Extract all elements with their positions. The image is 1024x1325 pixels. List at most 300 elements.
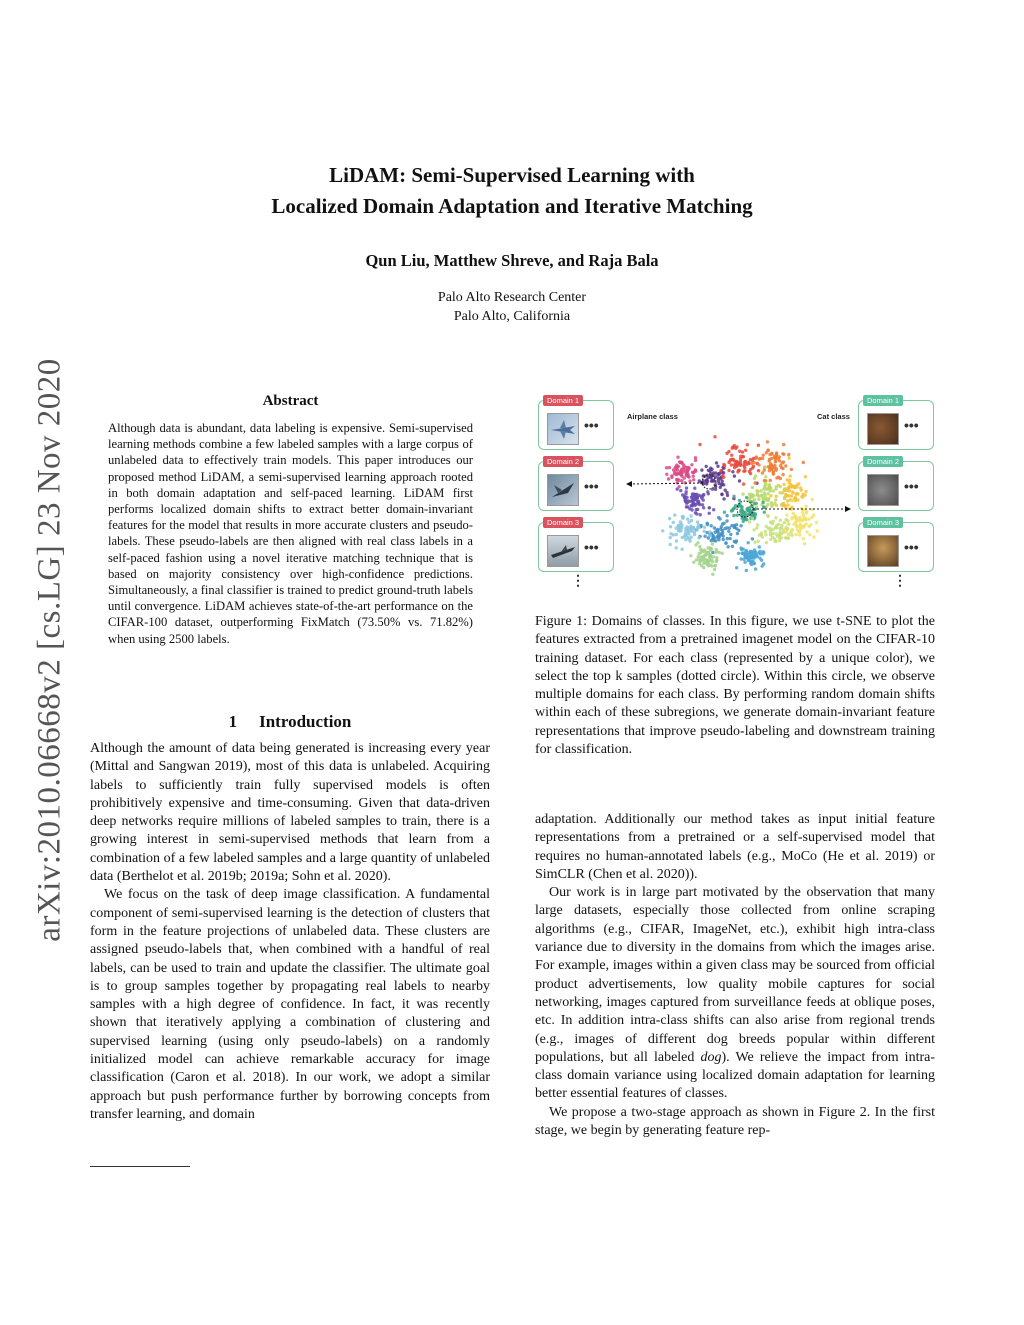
tsne-point	[790, 494, 793, 497]
cat-thumbnail	[867, 535, 899, 567]
tsne-point	[727, 469, 730, 472]
tsne-point	[701, 495, 704, 498]
tsne-point	[728, 459, 731, 462]
tsne-point	[694, 511, 697, 514]
tsne-point	[783, 488, 786, 491]
tsne-point	[714, 485, 717, 488]
tsne-point	[795, 528, 798, 531]
airplane-arrow	[629, 483, 703, 484]
affiliation-line-2: Palo Alto, California	[453, 309, 571, 324]
right-domain-box-3	[858, 518, 934, 572]
tsne-point	[694, 469, 697, 472]
tsne-point	[694, 496, 697, 499]
tsne-point	[753, 562, 756, 565]
tsne-point	[766, 449, 769, 452]
tsne-point	[669, 536, 672, 539]
tsne-point	[757, 469, 760, 472]
tsne-point	[721, 522, 724, 525]
emphasis-dog: dog	[700, 1049, 722, 1065]
tsne-point	[711, 573, 714, 576]
tsne-point	[672, 521, 675, 524]
right-column-body	[535, 811, 935, 1140]
tsne-point	[719, 527, 722, 530]
tsne-point	[764, 475, 767, 478]
tsne-scatter	[623, 422, 851, 592]
tsne-point	[787, 536, 790, 539]
tsne-point	[665, 466, 668, 469]
abstract-text: Although data is abundant, data labeling is expensive. Semi-supervised learning methods combine a few labeled samples with a large corpus of unlabeled data to effectively train models. This paper introduces our proposed method LiDAM, a semi-supervised learning approach rooted in both domain adaptation and self-paced learning. LiDAM first performs localized domain shifts to extract better domain-invariant features for the model that results in more accurate clusters and pseudo-labels. These pseudo-labels are then aligned with real class labels in a self-paced fashion using a novel iterative matching technique that is based on majority consistency over high-confidence predictions. Simultaneously, a final classifier is trained to predict ground-truth labels until convergence. LiDAM achieves state-of-the-art performance on the CIFAR-100 dataset, outperforming FixMatch (73.50% vs. 71.82%) when using 2500 labels.	[108, 421, 473, 646]
tsne-point	[773, 455, 776, 458]
tsne-point	[774, 460, 777, 463]
tsne-point	[705, 465, 708, 468]
tsne-point	[802, 461, 805, 464]
tsne-point	[764, 530, 767, 533]
tsne-point	[717, 479, 720, 482]
tsne-point	[760, 559, 763, 562]
tsne-point	[709, 534, 712, 537]
tsne-point	[767, 498, 770, 501]
airplane-thumbnail	[547, 535, 579, 567]
tsne-point	[706, 563, 709, 566]
tsne-point	[733, 444, 736, 447]
tsne-point	[669, 525, 672, 528]
tsne-point	[728, 537, 731, 540]
airplane-arrowhead	[626, 481, 632, 487]
tsne-point	[687, 531, 690, 534]
tsne-point	[743, 561, 746, 564]
tsne-point	[754, 474, 757, 477]
tsne-point	[696, 508, 699, 511]
tsne-point	[766, 514, 769, 517]
tsne-point	[773, 502, 776, 505]
tsne-point	[768, 485, 771, 488]
right-paragraph-1: adaptation. Additionally our method takes as input initial feature representations from a pretrained or a self-supervised model that requires no human-annotated labels (e.g., MoCo (He et al. 2019) or SimCLR (Chen et al. 2020)).	[535, 812, 935, 882]
tsne-point	[721, 531, 724, 534]
tsne-point	[745, 463, 748, 466]
tsne-point	[668, 466, 671, 469]
tsne-point	[810, 516, 813, 519]
footnote-rule	[90, 1166, 190, 1167]
tsne-point	[698, 443, 701, 446]
tsne-point	[748, 513, 751, 516]
tsne-point	[685, 505, 688, 508]
tsne-point	[739, 546, 742, 549]
tsne-point	[708, 506, 711, 509]
tsne-point	[725, 519, 728, 522]
tsne-point	[686, 525, 689, 528]
tsne-point	[723, 511, 726, 514]
tsne-point	[750, 550, 753, 553]
tsne-point	[699, 548, 702, 551]
tsne-point	[715, 549, 718, 552]
tsne-point	[715, 560, 718, 563]
tsne-point	[744, 449, 747, 452]
tsne-point	[790, 468, 793, 471]
tsne-point	[680, 548, 683, 551]
tsne-point	[754, 481, 757, 484]
tsne-point	[757, 540, 760, 543]
tsne-point	[769, 479, 772, 482]
tsne-point	[734, 463, 737, 466]
tsne-point	[689, 514, 692, 517]
tsne-point	[695, 528, 698, 531]
tsne-point	[712, 479, 715, 482]
tsne-point	[808, 525, 811, 528]
tsne-point	[772, 489, 775, 492]
tsne-point	[696, 541, 699, 544]
tsne-point	[689, 554, 692, 557]
tsne-point	[745, 496, 748, 499]
tsne-point	[707, 492, 710, 495]
tsne-point	[688, 479, 691, 482]
tsne-point	[741, 492, 744, 495]
tsne-point	[812, 535, 815, 538]
tsne-point	[768, 458, 771, 461]
tsne-point	[772, 466, 775, 469]
cat-arrowhead	[845, 506, 851, 512]
tsne-point	[769, 462, 772, 465]
tsne-point	[790, 534, 793, 537]
tsne-point	[787, 456, 790, 459]
tsne-point	[753, 541, 756, 544]
tsne-point	[692, 478, 695, 481]
intro-paragraph-1: Although the amount of data being generated is increasing every year (Mittal and Sangwan 2019), most of this data is unlabeled. Acquiring labels to sufficiently train fully supervised models is often prohibitively expensive and time-consuming. Given that data-driven deep networks require millions of labeled samples to train, there is a growing interest in semi-supervised methods that learn from a combination of a few labeled samples and a large quantity of unlabeled data (Berthelot et al. 2019b; 2019a; Sohn et al. 2020).	[90, 741, 490, 885]
tsne-point	[747, 541, 750, 544]
tsne-point	[749, 468, 752, 471]
domain-tag: Domain 3	[543, 517, 583, 528]
tsne-point	[791, 498, 794, 501]
tsne-point	[678, 529, 681, 532]
tsne-point	[679, 489, 682, 492]
tsne-point	[751, 537, 754, 540]
tsne-point	[685, 502, 688, 505]
tsne-point	[799, 527, 802, 530]
tsne-point	[738, 469, 741, 472]
tsne-point	[778, 491, 781, 494]
tsne-point	[720, 493, 723, 496]
tsne-point	[757, 444, 760, 447]
tsne-point	[774, 516, 777, 519]
tsne-point	[781, 467, 784, 470]
intro-body	[90, 740, 490, 1124]
tsne-point	[710, 524, 713, 527]
tsne-point	[692, 492, 695, 495]
tsne-point	[800, 495, 803, 498]
tsne-point	[774, 540, 777, 543]
tsne-point	[780, 536, 783, 539]
ellipsis-icon: •••	[904, 417, 919, 433]
section-number: 1	[228, 712, 238, 731]
tsne-point	[669, 532, 672, 535]
tsne-point	[756, 523, 759, 526]
tsne-point	[789, 474, 792, 477]
tsne-point	[754, 567, 757, 570]
tsne-point	[787, 487, 790, 490]
tsne-point	[787, 533, 790, 536]
tsne-point	[779, 485, 782, 488]
tsne-point	[784, 464, 787, 467]
tsne-point	[795, 493, 798, 496]
tsne-point	[727, 530, 730, 533]
tsne-point	[764, 533, 767, 536]
tsne-point	[745, 569, 748, 572]
affiliation-line-1: Palo Alto Research Center	[437, 290, 587, 305]
tsne-point	[787, 481, 790, 484]
tsne-point	[762, 505, 765, 508]
domain-tag: Domain 2	[543, 456, 583, 467]
tsne-point	[681, 493, 684, 496]
tsne-point	[730, 463, 733, 466]
tsne-point	[805, 530, 808, 533]
tsne-point	[722, 538, 725, 541]
tsne-point	[703, 530, 706, 533]
tsne-point	[748, 520, 751, 523]
tsne-point	[718, 517, 721, 520]
tsne-point	[691, 495, 694, 498]
tsne-point	[708, 470, 711, 473]
tsne-point	[780, 526, 783, 529]
tsne-point	[732, 495, 735, 498]
tsne-point	[731, 470, 734, 473]
tsne-point	[669, 543, 672, 546]
tsne-point	[679, 522, 682, 525]
tsne-point	[692, 475, 695, 478]
section-heading-introduction	[90, 712, 490, 732]
tsne-point	[741, 509, 744, 512]
tsne-point	[753, 502, 756, 505]
tsne-point	[799, 523, 802, 526]
tsne-point	[699, 513, 702, 516]
tsne-point	[765, 487, 768, 490]
tsne-point	[708, 547, 711, 550]
tsne-point	[750, 462, 753, 465]
tsne-point	[803, 524, 806, 527]
domain-tag: Domain 3	[863, 517, 903, 528]
tsne-point	[727, 545, 730, 548]
tsne-point	[783, 497, 786, 500]
tsne-point	[798, 516, 801, 519]
left-domain-box-3	[538, 518, 614, 572]
tsne-point	[763, 511, 766, 514]
tsne-point	[754, 513, 757, 516]
tsne-point	[766, 503, 769, 506]
tsne-point	[731, 545, 734, 548]
ellipsis-icon: •••	[584, 539, 599, 555]
tsne-point	[802, 537, 805, 540]
tsne-point	[696, 520, 699, 523]
tsne-point	[709, 467, 712, 470]
right-paragraph-3: We propose a two-stage approach as shown in Figure 2. In the first stage, we begin by generating feature rep-	[535, 1104, 935, 1139]
tsne-point	[761, 457, 764, 460]
tsne-point	[741, 455, 744, 458]
tsne-point	[697, 555, 700, 558]
tsne-point	[720, 483, 723, 486]
tsne-point	[796, 498, 799, 501]
airplane-thumbnail	[547, 413, 579, 445]
tsne-point	[716, 465, 719, 468]
tsne-point	[682, 466, 685, 469]
tsne-point	[746, 443, 749, 446]
tsne-point	[786, 523, 789, 526]
tsne-point	[783, 529, 786, 532]
tsne-point	[692, 527, 695, 530]
tsne-point	[738, 450, 741, 453]
tsne-point	[811, 498, 814, 501]
tsne-point	[708, 512, 711, 515]
tsne-point	[714, 564, 717, 567]
tsne-point	[795, 525, 798, 528]
tsne-point	[805, 505, 808, 508]
tsne-point	[702, 506, 705, 509]
title-line-1: LiDAM: Semi-Supervised Learning with	[329, 163, 695, 187]
tsne-point	[783, 521, 786, 524]
tsne-point	[703, 535, 706, 538]
tsne-point	[706, 523, 709, 526]
tsne-point	[766, 440, 769, 443]
tsne-point	[680, 479, 683, 482]
tsne-point	[684, 532, 687, 535]
intro-paragraph-2: We focus on the task of deep image classification. A fundamental component of semi-supervised learning is the detection of clusters that form in the feature projections of unlabeled data. These clusters are assigned pseudo-labels that, when combined with a handful of real labels, can be used to train and update the classifier. The ultimate goal is to group samples together by propagating real labels to nearby samples with a high degree of confidence. In fact, it was recently shown that iteratively applying a combination of clustering and supervised learning (using only pseudo-labels) on a randomly initialized model can achieve remarkable accuracy for image classification (Caron et al. 2018). In our work, we adopt a similar approach but push performance further by borrowing concepts from transfer learning, and domain	[90, 887, 490, 1122]
tsne-point	[721, 474, 724, 477]
tsne-point	[716, 528, 719, 531]
tsne-point	[762, 501, 765, 504]
tsne-point	[693, 531, 696, 534]
tsne-point	[692, 561, 695, 564]
tsne-point	[749, 561, 752, 564]
tsne-point	[733, 526, 736, 529]
vertical-ellipsis-icon: ⋮	[893, 572, 907, 588]
tsne-point	[777, 457, 780, 460]
tsne-point	[786, 499, 789, 502]
tsne-point	[763, 491, 766, 494]
tsne-point	[686, 517, 689, 520]
tsne-point	[725, 491, 728, 494]
tsne-point	[777, 523, 780, 526]
tsne-point	[711, 542, 714, 545]
tsne-point	[756, 490, 759, 493]
tsne-point	[693, 487, 696, 490]
figure-1-caption: Figure 1: Domains of classes. In this figure, we use t-SNE to plot the features extracted from a pretrained imagenet model on the CIFAR-10 training dataset. For each class (represented by a unique color), we select the top k samples (dotted circle). Within this circle, we observe multiple domains for each class. By performing random domain shifts within each of these subregions, we generate domain-invariant feature representations that improve pseudo-labeling and downstream training for classification.	[535, 614, 935, 758]
tsne-point	[683, 496, 686, 499]
tsne-point	[728, 526, 731, 529]
tsne-point	[721, 552, 724, 555]
tsne-point	[779, 464, 782, 467]
tsne-point	[722, 497, 725, 500]
tsne-point	[761, 471, 764, 474]
tsne-point	[741, 551, 744, 554]
tsne-point	[785, 518, 788, 521]
tsne-point	[676, 456, 679, 459]
right-paragraph-2-part-2: ). We relieve the impact from intra-class domain variance using localized domain adaptation for learning better essential features of classes.	[535, 1049, 935, 1102]
airplane-thumbnail	[547, 474, 579, 506]
tsne-point	[803, 493, 806, 496]
tsne-point	[698, 562, 701, 565]
tsne-point	[769, 532, 772, 535]
tsne-point	[719, 477, 722, 480]
tsne-point	[691, 499, 694, 502]
tsne-point	[689, 504, 692, 507]
tsne-point	[737, 529, 740, 532]
tsne-point	[808, 533, 811, 536]
tsne-point	[738, 499, 741, 502]
tsne-point	[778, 530, 781, 533]
tsne-point	[745, 549, 748, 552]
tsne-point	[752, 528, 755, 531]
tsne-point	[706, 559, 709, 562]
tsne-point	[719, 469, 722, 472]
tsne-point	[755, 455, 758, 458]
tsne-point	[725, 514, 728, 517]
tsne-point	[790, 506, 793, 509]
tsne-point	[799, 486, 802, 489]
tsne-point	[690, 463, 693, 466]
airplane-class-label: Airplane class	[627, 412, 678, 421]
tsne-point	[739, 463, 742, 466]
section-title: Introduction	[259, 712, 352, 731]
tsne-point	[742, 482, 745, 485]
tsne-point	[765, 541, 768, 544]
tsne-point	[732, 514, 735, 517]
tsne-point	[724, 541, 727, 544]
tsne-point	[762, 454, 765, 457]
tsne-point	[708, 530, 711, 533]
tsne-point	[709, 563, 712, 566]
tsne-point	[738, 504, 741, 507]
tsne-point	[675, 533, 678, 536]
tsne-point	[729, 533, 732, 536]
tsne-point	[791, 516, 794, 519]
tsne-point	[767, 527, 770, 530]
tsne-point	[699, 551, 702, 554]
tsne-point	[713, 568, 716, 571]
tsne-point	[793, 485, 796, 488]
right-domain-box-2	[858, 457, 934, 511]
tsne-point	[758, 545, 761, 548]
tsne-point	[687, 466, 690, 469]
ellipsis-icon: •••	[584, 478, 599, 494]
tsne-point	[769, 520, 772, 523]
tsne-point	[713, 435, 716, 438]
tsne-point	[777, 476, 780, 479]
tsne-point	[668, 517, 671, 520]
left-domain-box-2	[538, 457, 614, 511]
tsne-point	[742, 464, 745, 467]
tsne-point	[712, 508, 715, 511]
tsne-point	[736, 514, 739, 517]
tsne-point	[681, 515, 684, 518]
tsne-point	[753, 548, 756, 551]
tsne-point	[750, 495, 753, 498]
title-line-2: Localized Domain Adaptation and Iterative Matching	[271, 194, 753, 218]
tsne-point	[714, 471, 717, 474]
tsne-point	[782, 443, 785, 446]
tsne-point	[816, 529, 819, 532]
ellipsis-icon: •••	[904, 539, 919, 555]
tsne-point	[756, 493, 759, 496]
tsne-point	[781, 473, 784, 476]
tsne-point	[712, 555, 715, 558]
tsne-point	[675, 539, 678, 542]
vertical-ellipsis-icon: ⋮	[571, 572, 585, 588]
right-paragraph-2	[535, 884, 935, 1104]
authors: Qun Liu, Matthew Shreve, and Raja Bala	[365, 251, 659, 270]
tsne-point	[685, 490, 688, 493]
right-paragraph-2-part-1: Our work is in large part motivated by the observation that many large datasets, especially those collected from online scraping algorithms (e.g., CIFAR, ImageNet, etc.), exhibit high intra-class variance due to diversity in the domains from which the images arise. For example, images within a given class may be sourced from official product advertisements, low quality mobile captures for social networking, images captured from surveillance feeds at oblique poses, etc. In addition intra-class shifts can also arise from regional trends (e.g., images of different dog breeds popular within different populations, but all labeled	[535, 885, 935, 1065]
tsne-point	[791, 528, 794, 531]
tsne-point	[738, 479, 741, 482]
tsne-point	[786, 503, 789, 506]
tsne-point	[769, 489, 772, 492]
